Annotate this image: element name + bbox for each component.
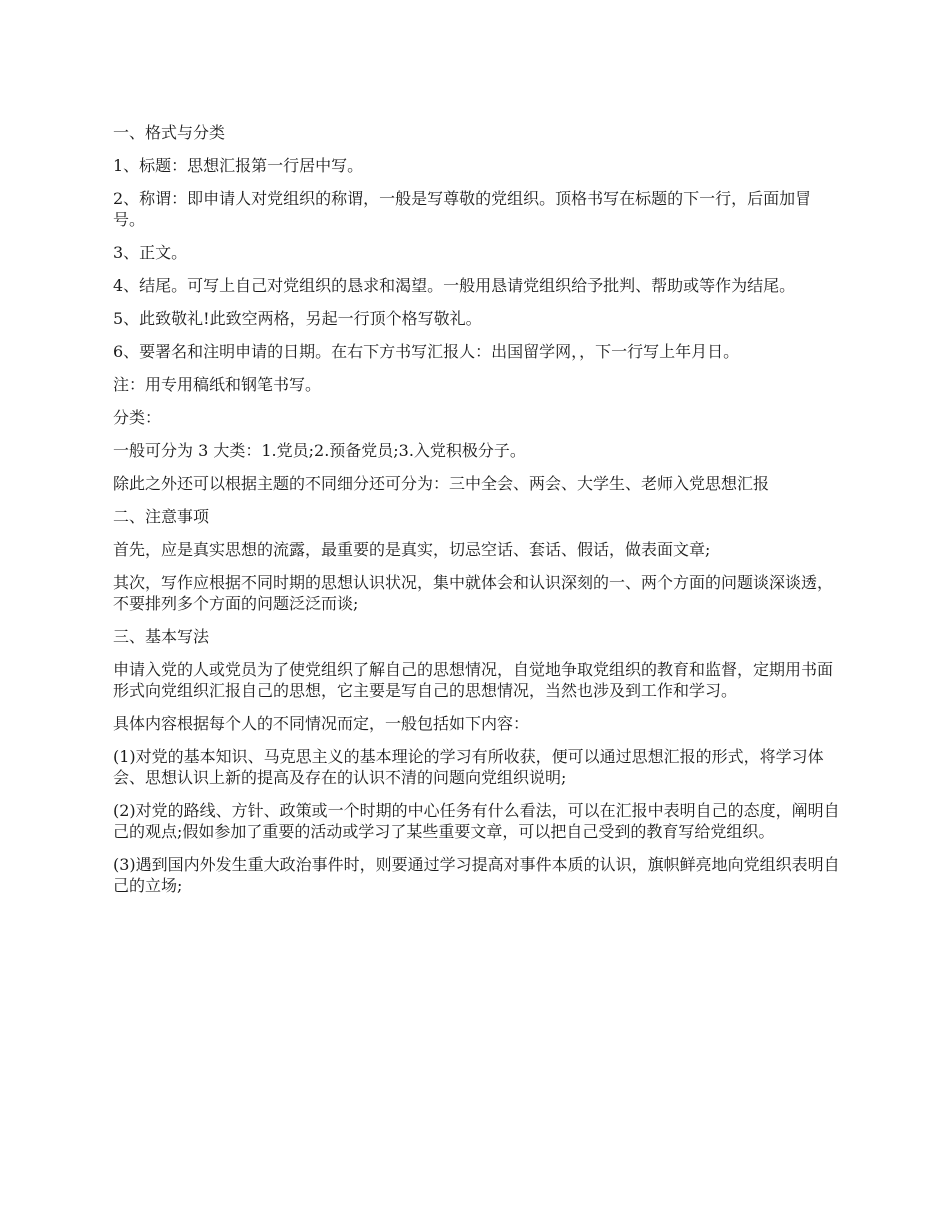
document-page — [113, 122, 843, 908]
section-heading-writing: 三、基本写法 — [113, 627, 210, 646]
paragraph-signature-rule: 6、要署名和注明申请的日期。在右下方书写汇报人：出国留学网，，下一行写上年月日。 — [113, 342, 740, 361]
section-heading-notes: 二、注意事项 — [113, 507, 210, 526]
paragraph-item-3: (3)遇到国内外发生重大政治事件时，则要通过学习提高对事件本质的认识，旗帜鲜亮地向党组织表明自己的立场; — [113, 855, 840, 895]
paragraph-three-categories: 一般可分为 3 大类：1.党员;2.预备党员;3.入党积极分子。 — [113, 441, 526, 460]
paragraph-item-2: (2)对党的路线、方针、政策或一个时期的中心任务有什么看法，可以在汇报中表明自己的态度，阐明自己的观点;假如参加了重要的活动或学习了某些重要文章，可以把自己受到的教育写给党组织。 — [113, 801, 840, 841]
paragraph-purpose: 申请入党的人或党员为了使党组织了解自己的思想情况，自觉地争取党组织的教育和监督，定期用书面形式向党组织汇报自己的思想，它主要是写自己的思想情况，当然也涉及到工作和学习。 — [113, 660, 834, 700]
paragraph-ending-rule: 4、结尾。可写上自己对党组织的恳求和渴望。一般用恳请党组织给予批判、帮助或等作为结尾。 — [113, 276, 796, 295]
paragraph-first-note: 首先，应是真实思想的流露，最重要的是真实，切忌空话、套话、假话，做表面文章; — [113, 540, 711, 559]
paragraph-classification-label: 分类： — [113, 408, 162, 427]
section-heading-format: 一、格式与分类 — [113, 123, 226, 142]
paragraph-note: 注：用专用稿纸和钢笔书写。 — [113, 375, 322, 394]
paragraph-salutation-rule: 2、称谓：即申请人对党组织的称谓，一般是写尊敬的党组织。顶格书写在标题的下一行，后面加冒号。 — [113, 189, 812, 229]
paragraph-item-1: (1)对党的基本知识、马克思主义的基本理论的学习有所收获，便可以通过思想汇报的形式，将学习体会、思想认识上新的提高及存在的认识不清的问题向党组织说明; — [113, 747, 824, 787]
paragraph-content-intro: 具体内容根据每个人的不同情况而定，一般包括如下内容： — [113, 714, 530, 733]
paragraph-closing-rule: 5、此致敬礼!此致空两格，另起一行顶个格写敬礼。 — [113, 309, 482, 328]
paragraph-title-rule: 1、标题：思想汇报第一行居中写。 — [113, 156, 364, 175]
paragraph-second-note: 其次，写作应根据不同时期的思想认识状况，集中就体会和认识深刻的一、两个方面的问题谈深谈透，不要排列多个方面的问题泛泛而谈; — [113, 573, 834, 613]
paragraph-subcategories: 除此之外还可以根据主题的不同细分还可分为：三中全会、两会、大学生、老师入党思想汇报 — [113, 474, 770, 493]
paragraph-body-rule: 3、正文。 — [113, 243, 188, 262]
